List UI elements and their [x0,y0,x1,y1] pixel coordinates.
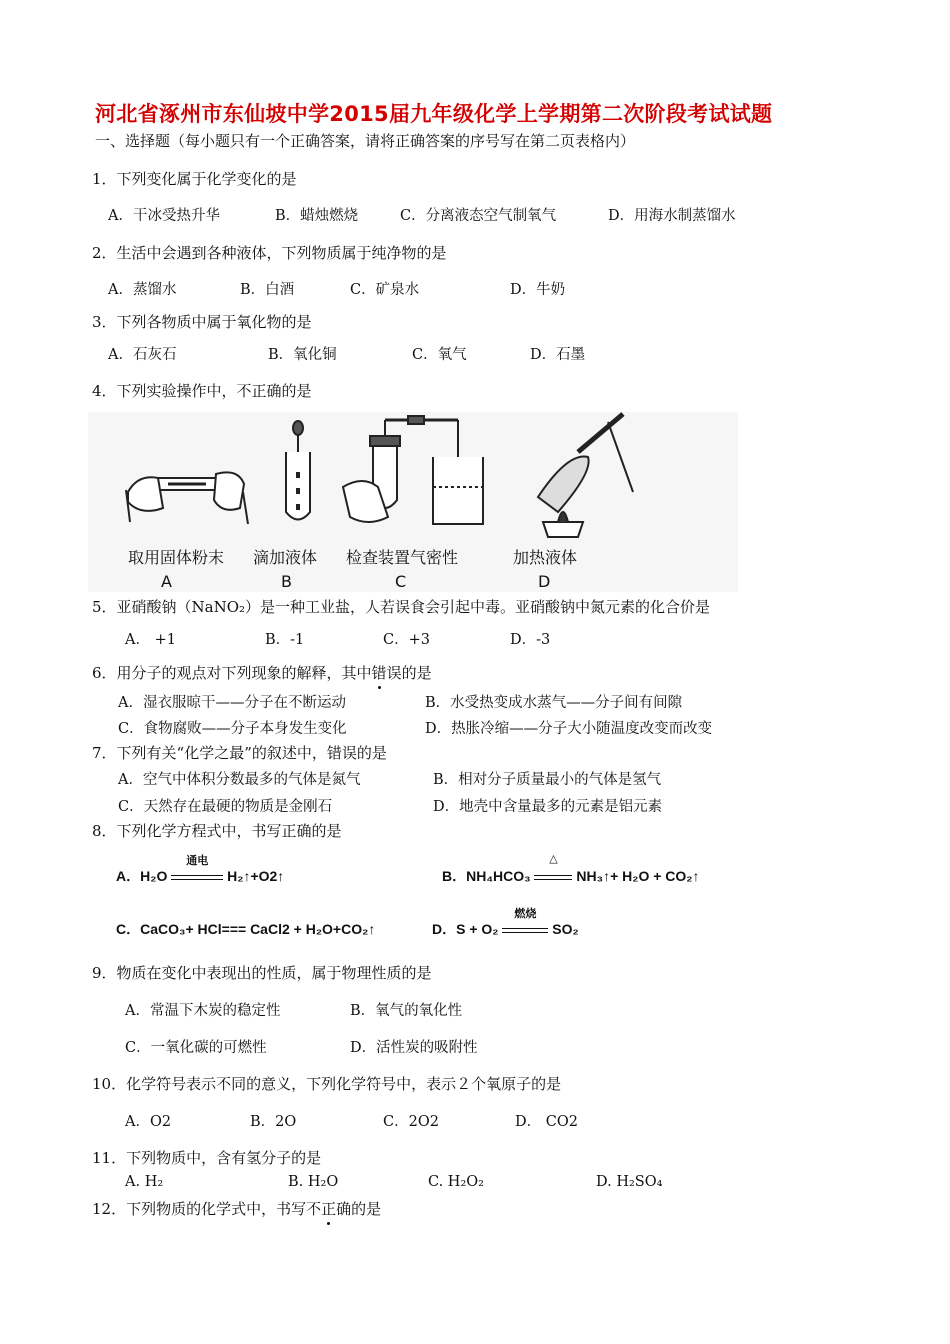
question-7-option-c: C．天然存在最硬的物质是金刚石 [118,799,333,815]
question-9-stem: 9．物质在变化中表现出的性质，属于物理性质的是 [92,964,432,982]
label-c: C [395,572,407,591]
question-10-option-a: A．O2 [125,1114,172,1130]
question-5-option-d: D．-3 [510,632,551,648]
label-b: B [281,572,292,591]
question-11-option-d: D. H₂SO₄ [596,1174,663,1190]
question-2-stem: 2．生活中会遇到各种液体，下列物质属于纯净物的是 [92,244,447,262]
question-5-option-c: C．+3 [383,632,430,648]
section-heading: 一、选择题（每小题只有一个正确答案，请将正确答案的序号写在第二页表格内） [95,132,636,150]
question-8-option-c: C．CaCO₃+ HCl=== CaCl2 + H₂O+CO₂↑ [116,921,376,937]
question-5-option-b: B．-1 [265,632,305,648]
emphasis-dot: 错 [371,664,387,682]
question-3-option-a: A．石灰石 [108,347,177,363]
question-8-option-a: A．H₂O 通电 H₂↑+O2↑ [116,866,284,886]
question-9-option-c: C．一氧化碳的可燃性 [125,1040,267,1056]
question-1-option-c: C．分离液态空气制氧气 [400,208,557,224]
question-1-option-b: B．蜡烛燃烧 [275,208,359,224]
question-10-option-c: C．2O2 [383,1114,439,1130]
question-11-option-b: B. H₂O [288,1174,339,1190]
question-6-option-c: C．食物腐败——分子本身发生变化 [118,721,347,737]
label-a: A [161,572,172,591]
label-d: D [538,572,551,591]
question-10-option-b: B．2O [250,1114,297,1130]
question-9-option-b: B．氧气的氧化性 [350,1003,463,1019]
emphasis-dots: 不正确 [306,1200,352,1218]
question-7-option-a: A．空气中体积分数最多的气体是氮气 [118,772,361,788]
question-12-stem: 12．下列物质的化学式中，书写不正确的是 [92,1200,382,1218]
question-6-option-b: B．水受热变成水蒸气——分子间有间隙 [425,695,683,711]
question-10-option-d: D． CO2 [515,1114,578,1130]
question-5-option-a: A． +1 [125,632,176,648]
question-11-stem: 11．下列物质中，含有氢分子的是 [92,1149,322,1167]
question-10-stem: 10．化学符号表示不同的意义，下列化学符号中，表示２个氧原子的是 [92,1075,562,1093]
condition-label: 燃烧 [514,908,537,920]
condition-label: △ [549,853,558,865]
caption-d: 加热液体 [513,548,578,567]
lab-operations-figure [88,412,738,592]
question-1-option-a: A．干冰受热升华 [108,208,220,224]
question-1-stem: 1．下列变化属于化学变化的是 [92,170,297,188]
question-2-option-a: A．蒸馏水 [108,282,177,298]
condition-label: 通电 [186,855,209,867]
question-9-option-d: D．活性炭的吸附性 [350,1040,478,1056]
question-4-stem: 4．下列实验操作中，不正确的是 [92,382,312,400]
question-7-option-d: D．地壳中含量最多的元素是铝元素 [433,799,663,815]
question-9-option-a: A．常温下木炭的稳定性 [125,1003,281,1019]
question-11-option-c: C. H₂O₂ [428,1174,484,1190]
question-3-option-d: D．石墨 [530,347,586,363]
caption-c: 检查装置气密性 [346,548,459,567]
caption-b: 滴加液体 [253,548,318,567]
question-3-stem: 3．下列各物质中属于氧化物的是 [92,313,312,331]
caption-a: 取用固体粉末 [128,548,225,567]
question-2-option-d: D．牛奶 [510,282,566,298]
question-6-option-d: D．热胀冷缩——分子大小随温度改变而改变 [425,721,713,737]
question-2-option-c: C．矿泉水 [350,282,420,298]
page-title: 河北省涿州市东仙坡中学2015届九年级化学上学期第二次阶段考试试题 [95,102,773,126]
question-8-stem: 8．下列化学方程式中，书写正确的是 [92,822,342,840]
question-1-option-d: D．用海水制蒸馏水 [608,208,736,224]
question-8-option-d: D．S + O₂ 燃烧 SO₂ [432,919,579,939]
question-2-option-b: B．白酒 [240,282,295,298]
question-3-option-c: C．氧气 [412,347,467,363]
question-7-option-b: B．相对分子质量最小的气体是氢气 [433,772,662,788]
question-6-option-a: A．湿衣服晾干——分子在不断运动 [118,695,346,711]
question-7-stem: 7．下列有关“化学之最”的叙述中，错误的是 [92,744,387,762]
question-11-option-a: A. H₂ [125,1174,164,1190]
question-6-stem: 6．用分子的观点对下列现象的解释，其中错误的是 [92,664,432,682]
question-3-option-b: B．氧化铜 [268,347,337,363]
question-5-stem: 5．亚硝酸钠（NaNO₂）是一种工业盐，人若误食会引起中毒。亚硝酸钠中氮元素的化合价是 [92,598,711,616]
question-8-option-b: B．NH₄HCO₃ △ NH₃↑+ H₂O + CO₂↑ [442,853,700,884]
